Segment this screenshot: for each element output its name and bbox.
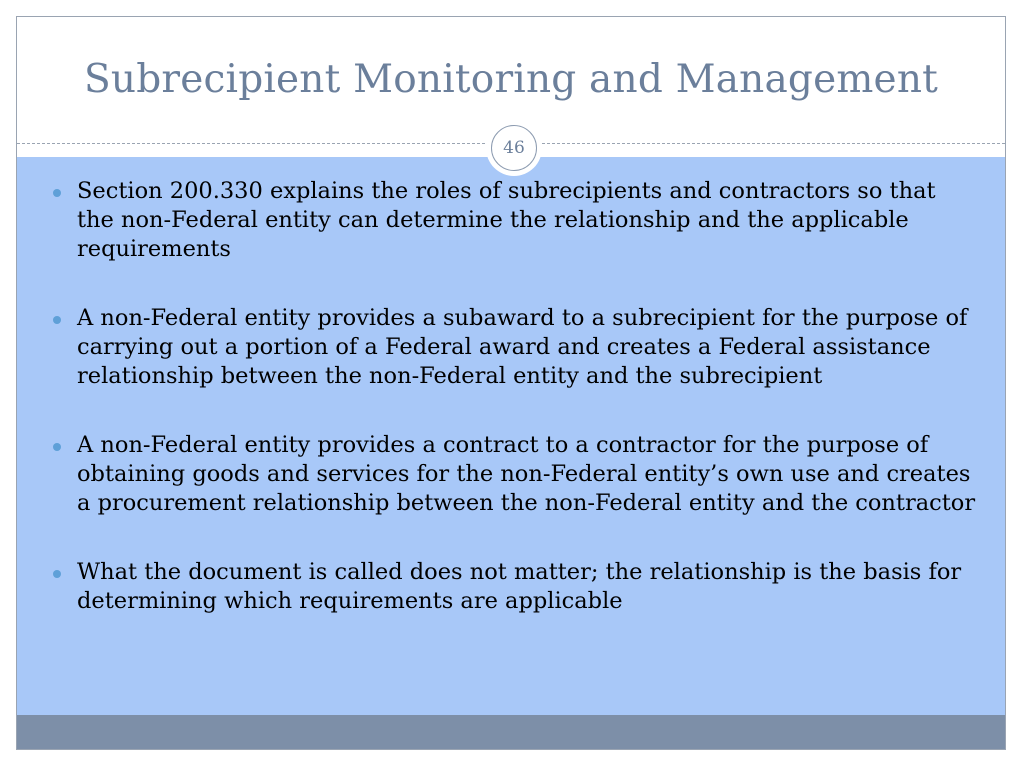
bullet-dot-icon bbox=[53, 570, 61, 578]
slide bbox=[16, 16, 1006, 750]
bullet-item bbox=[59, 558, 979, 616]
page-number-badge bbox=[486, 120, 542, 176]
bullet-item bbox=[59, 431, 979, 518]
page-number: 46 bbox=[491, 125, 537, 171]
bullet-dot-icon bbox=[53, 443, 61, 451]
bullet-item bbox=[59, 177, 979, 264]
bullet-dot-icon bbox=[53, 189, 61, 197]
content-area bbox=[17, 157, 1005, 715]
bullet-dot-icon bbox=[53, 316, 61, 324]
footer-bar bbox=[17, 715, 1005, 750]
bullet-item bbox=[59, 304, 979, 391]
slide-title: Subrecipient Monitoring and Management bbox=[83, 57, 939, 102]
bullet-text: Section 200.330 explains the roles of subrecipients and contractors so that the non-Federal entity can determine the relationship and the applicable requirements bbox=[77, 178, 936, 262]
bullet-text: A non-Federal entity provides a subaward to a subrecipient for the purpose of carrying out a portion of a Federal award and creates a Federal assistance relationship between the non-Federal entity and the subrecipient bbox=[77, 305, 968, 389]
bullet-text: What the document is called does not matter; the relationship is the basis for determining which requirements are applicable bbox=[77, 559, 962, 614]
bullet-list bbox=[59, 177, 979, 656]
bullet-text: A non-Federal entity provides a contract to a contractor for the purpose of obtaining goods and services for the non-Federal entity’s own use and creates a procurement relationship between the non-Federal entity and the contractor bbox=[77, 432, 976, 516]
